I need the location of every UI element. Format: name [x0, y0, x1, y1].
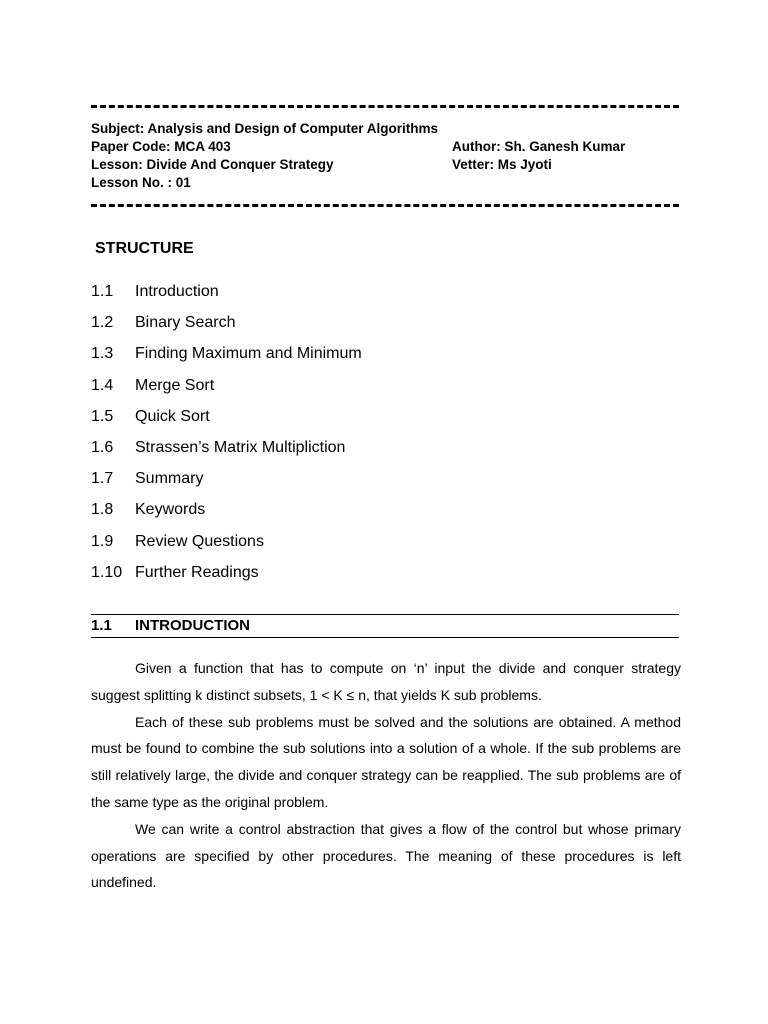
section-rule-top [91, 614, 679, 615]
section-heading [91, 617, 250, 634]
toc-item: 1.10 Further Readings [91, 563, 259, 581]
toc-item: 1.1 Introduction [91, 283, 219, 300]
toc-item: 1.4 Merge Sort [91, 376, 215, 394]
author-text: Author: Sh. Ganesh Kumar [452, 139, 626, 154]
section-body [91, 655, 681, 896]
vetter-text: Vetter: Ms Jyoti [452, 157, 552, 172]
lesson-text: Lesson: Divide And Conquer Strategy [91, 157, 334, 172]
header-subject [91, 120, 691, 138]
table-of-contents [91, 280, 362, 592]
lesson-no-text: Lesson No. : 01 [91, 175, 191, 190]
header-lesson-row [91, 156, 691, 174]
toc-item: 1.9 Review Questions [91, 532, 264, 550]
paragraph: Each of these sub problems must be solved and the solutions are obtained. A method must be found to combine the sub solutions into a solution of a whole. If the sub problems are still relatively large, the divide and conquer strategy can be reapplied. The sub problems are of the same type as the original problem. [91, 713, 681, 810]
subject-text: Subject: Analysis and Design of Computer Algorithms [91, 121, 439, 136]
toc-item: 1.2 Binary Search [91, 314, 236, 332]
toc-item: 1.5 Quick Sort [91, 407, 210, 425]
paragraph: Given a function that has to compute on ‘n’ input the divide and conquer strategy suggest splitting k distinct subsets, 1 < K ≤ n, that yields K sub problems. [91, 660, 681, 703]
section-number: 1.1 [91, 617, 112, 634]
toc-item: 1.7 Summary [91, 470, 204, 488]
header-dashed-rule-bottom [91, 204, 679, 207]
header-lesson-no [91, 174, 691, 192]
toc-item: 1.3 Finding Maximum and Minimum [91, 345, 362, 363]
toc-item: 1.6 Strassen’s Matrix Multipliction [91, 438, 346, 456]
section-rule-bottom [91, 637, 679, 638]
structure-title: STRUCTURE [95, 240, 194, 257]
paper-code-text: Paper Code: MCA 403 [91, 139, 231, 154]
toc-item: 1.8 Keywords [91, 501, 206, 519]
section-title: INTRODUCTION [135, 617, 250, 634]
header-dashed-rule-top [91, 105, 679, 108]
paragraph: We can write a control abstraction that gives a flow of the control but whose primary operations are specified by other procedures. The meaning of these procedures is left undefined. [91, 820, 681, 891]
header-paper-row [91, 138, 691, 156]
